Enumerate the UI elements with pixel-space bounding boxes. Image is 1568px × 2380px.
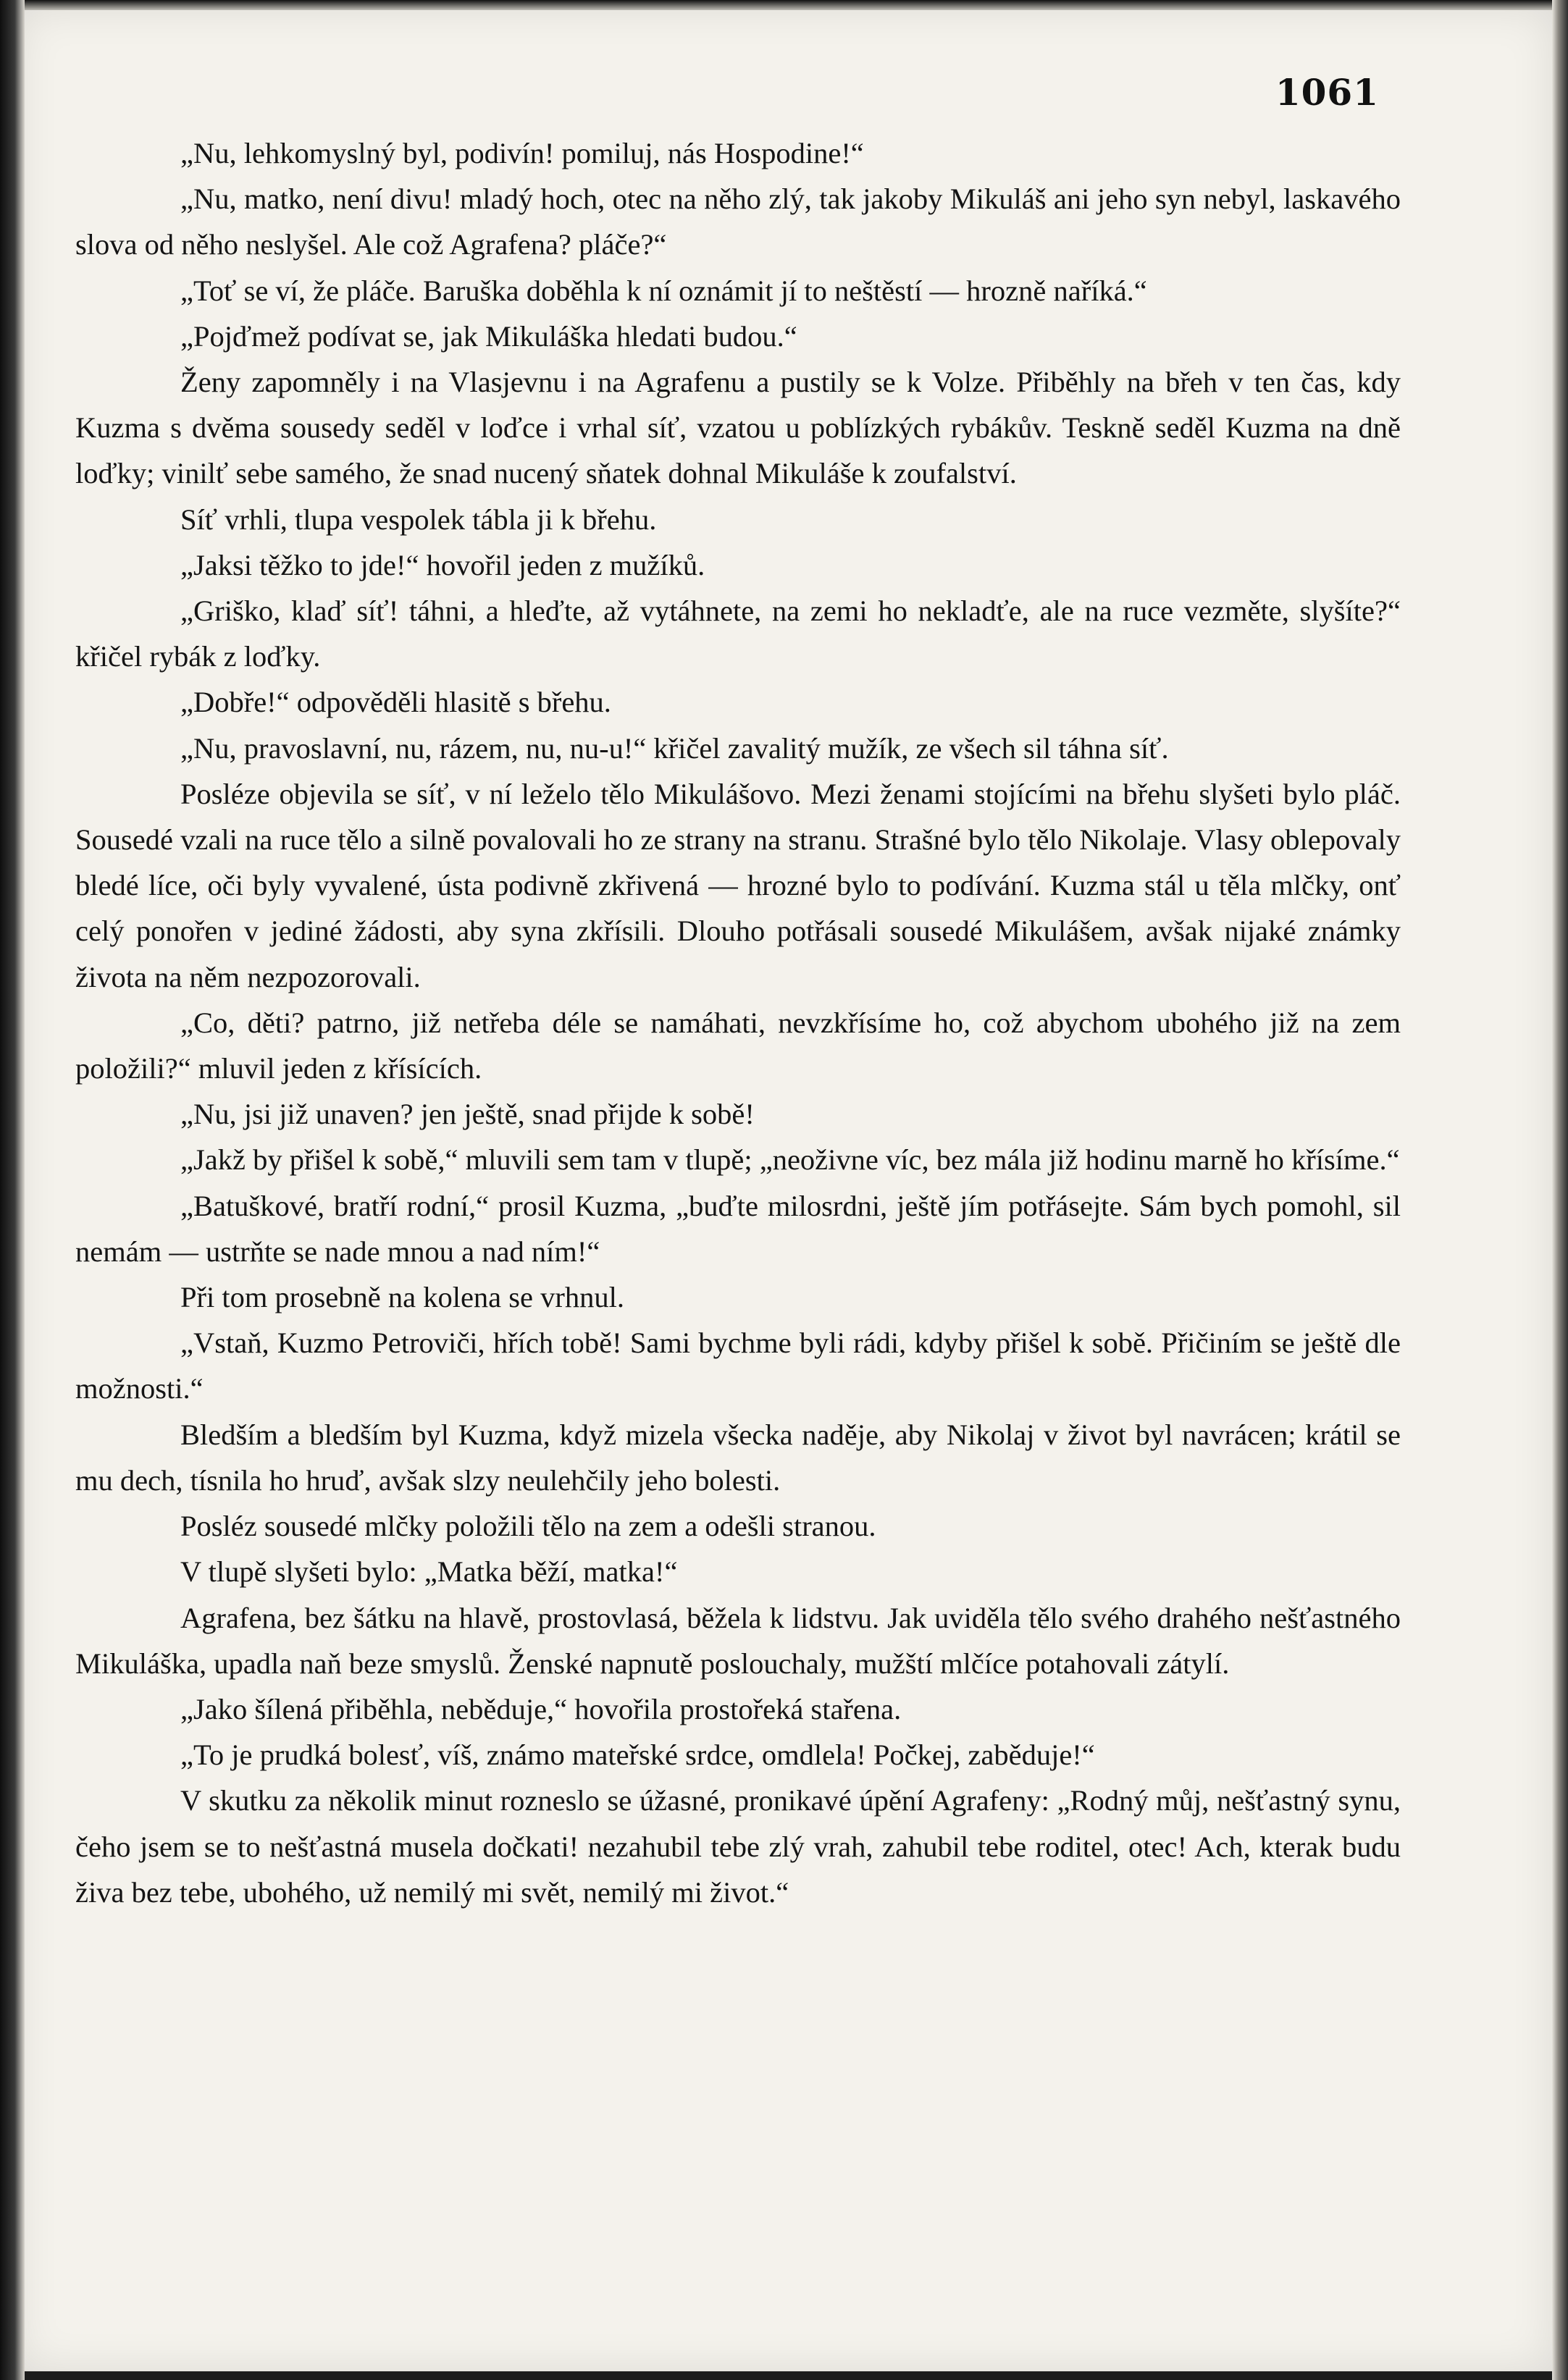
paragraph: V skutku za několik minut rozneslo se úžasné, pronikavé úpění Agrafeny: „Rodný můj, nešťastný synu, čeho jsem se to nešťastná musela dočkati! nezahubil tebe zlý vrah, zahubil tebe roditel, otec! Ach, kterak budu živa bez tebe, ubohého, už nemilý mi svět, nemilý mi život.“ bbox=[75, 1784, 1401, 1909]
paragraph: Agrafena, bez šátku na hlavě, prostovlasá, běžela k lidstvu. Jak uviděla tělo svého drahého nešťastného Mikuláška, upadla naň beze smyslů. Ženské napnutě poslouchaly, mužští mlčíce potahovali zátylí. bbox=[75, 1601, 1401, 1680]
paragraph: „Nu, jsi již unaven? jen ještě, snad přijde k sobě! bbox=[180, 1098, 755, 1131]
paragraph: „Dobře!“ odpověděli hlasitě s břehu. bbox=[180, 686, 611, 719]
paragraph: Posléze objevila se síť, v ní leželo tělo Mikulášovo. Mezi ženami stojícími na břehu slyšeti bylo pláč. Sousedé vzali na ruce tělo a silně povalovali ho ze strany na stranu. Strašné bylo tělo Nikolaje. Vlasy oblepovaly bledé líce, oči byly vyvalené, ústa podivně zkřivená — hrozné bylo to podívání. Kuzma stál u těla mlčky, onť celý ponořen v jediné žádosti, aby syna zkřísili. Dlouho potřásali sousedé Mikulášem, avšak nijaké známky života na něm nezpozorovali. bbox=[75, 777, 1401, 993]
paragraph: „Vstaň, Kuzmo Petroviči, hřích tobě! Sami bychme byli rádi, kdyby přišel k sobě. Přičiním se ještě dle možnosti.“ bbox=[75, 1326, 1401, 1405]
paragraph: „Jako šílená přiběhla, neběduje,“ hovořila prostořeká stařena. bbox=[180, 1692, 902, 1725]
paragraph: „Nu, pravoslavní, nu, rázem, nu, nu-u!“ křičel zavalitý mužík, ze všech sil táhna síť. bbox=[180, 731, 1169, 765]
paragraph: V tlupě slyšeti bylo: „Matka běží, matka!“ bbox=[180, 1555, 678, 1589]
scan-right-edge bbox=[1552, 0, 1568, 2380]
paragraph: „Batuškové, bratří rodní,“ prosil Kuzma, „buďte milosrdni, ještě jím potřásejte. Sám bych pomohl, sil nemám — ustrňte se nade mnou a nad ním!“ bbox=[75, 1189, 1401, 1268]
paragraph: Bledším a bledším byl Kuzma, když mizela všecka naděje, aby Nikolaj v život byl navrácen; krátil se mu dech, tísnila ho hruď, avšak slzy neulehčily jeho bolesti. bbox=[75, 1418, 1401, 1497]
paragraph: „Nu, matko, není divu! mladý hoch, otec na něho zlý, tak jakoby Mikuláš ani jeho syn nebyl, laskavého slova od něho neslyšel. Ale což Agrafena? pláče?“ bbox=[75, 182, 1401, 261]
scan-top-edge bbox=[0, 0, 1568, 10]
paragraph: „Jakž by přišel k sobě,“ mluvili sem tam v tlupě; „neoživne víc, bez mála již hodinu marně ho křísíme.“ bbox=[180, 1143, 1400, 1177]
paragraph: „Griško, klaď síť! táhni, a hleďte, až vytáhnete, na zemi ho nekladťe, ale na ruce vezměte, slyšíte?“ křičel rybák z loďky. bbox=[75, 594, 1401, 673]
paragraph: „Jaksi těžko to jde!“ hovořil jeden z mužíků. bbox=[180, 548, 705, 581]
paragraph: „To je prudká bolesť, víš, známo mateřské srdce, omdlela! Počkej, zaběduje!“ bbox=[180, 1738, 1095, 1772]
body-text bbox=[75, 130, 1401, 1915]
paragraph: Ženy zapomněly i na Vlasjevnu i na Agrafenu a pustily se k Volze. Přiběhly na břeh v ten čas, kdy Kuzma s dvěma sousedy seděl v loďce i vrhal síť, vzatou u poblízkých rybákův. Teskně seděl Kuzma na dně loďky; vinilť sebe samého, že snad nucený sňatek dohnal Mikuláše k zoufalství. bbox=[75, 366, 1401, 490]
paragraph: „Nu, lehkomyslný byl, podivín! pomiluj, nás Hospodine!“ bbox=[180, 137, 864, 169]
paragraph: Síť vrhli, tlupa vespolek tábla ji k břehu. bbox=[180, 503, 657, 536]
paragraph: „Toť se ví, že pláče. Baruška doběhla k ní oznámit jí to neštěstí — hrozně naříká.“ bbox=[180, 274, 1147, 307]
paragraph: Posléz sousedé mlčky položili tělo na zem a odešli stranou. bbox=[180, 1510, 876, 1543]
paragraph: Při tom prosebně na kolena se vrhnul. bbox=[180, 1281, 624, 1314]
paragraph: „Pojďmež podívat se, jak Mikuláška hledati budou.“ bbox=[180, 319, 797, 353]
paragraph: „Co, děti? patrno, již netřeba déle se namáhati, nevzkřísíme ho, což abychom ubohého již na zem položili?“ mluvil jeden z křísících. bbox=[75, 1006, 1401, 1085]
page-number: 1061 bbox=[1275, 71, 1379, 114]
scan-left-edge bbox=[0, 0, 25, 2380]
book-page bbox=[17, 7, 1553, 2371]
